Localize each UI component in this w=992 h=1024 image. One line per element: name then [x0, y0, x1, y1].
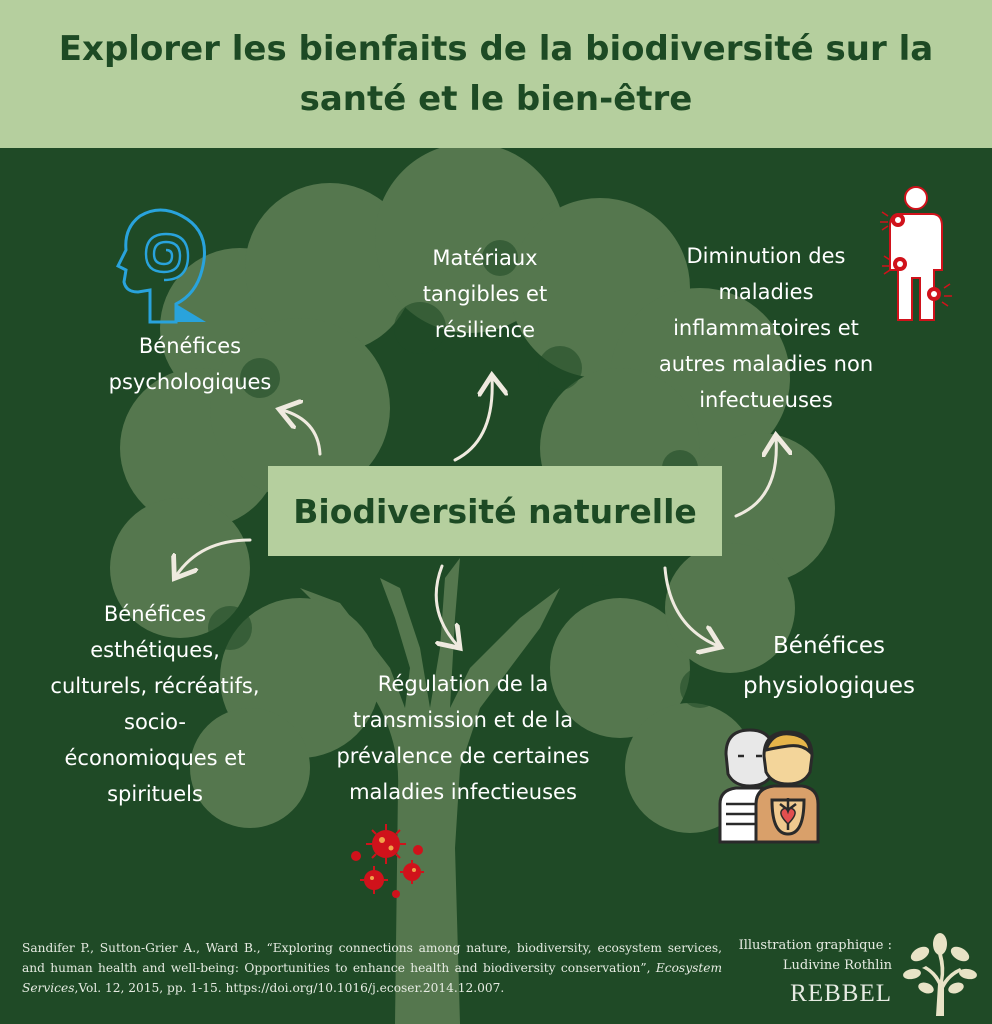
head-spiral-icon: [116, 206, 212, 324]
arrow-regulation: [436, 566, 458, 646]
illustration-credit: [672, 936, 892, 976]
virus-icon: [346, 818, 432, 902]
page-title: Explorer les bienfaits de la biodiversité sur la santé et le bien-être: [58, 29, 934, 119]
skeleton-body-icon: [716, 726, 822, 844]
inflammation-body-icon: [870, 184, 956, 324]
central-node-label: Biodiversité naturelle: [293, 491, 697, 531]
citation-journal: Ecosystem Services: [22, 961, 722, 995]
citation-text: [22, 938, 722, 998]
branch-regulation: Régulation de la transmission et de la prévalence de certaines maladies infectieuses: [336, 672, 590, 804]
arrow-aesthetic: [176, 540, 250, 576]
arrow-inflammatory: [736, 438, 776, 516]
branch-aesthetic: Bénéfices esthétiques, culturels, récréatifs, socio-économioques et spirituels: [50, 602, 260, 806]
branch-materials: Matériaux tangibles et résilience: [422, 246, 548, 342]
credit-line-2: Ludivine Rothlin: [782, 958, 892, 973]
branch-psychological: Bénéfices psychologiques: [108, 334, 272, 394]
diagram-area: [0, 148, 992, 1024]
arrow-physiological: [665, 568, 718, 646]
branch-physiological: Bénéfices physiologiques: [743, 633, 915, 699]
citation-authors: Sandifer P., Sutton-Grier A., Ward B., “Exploring connections among nature, biodiversity, ecosystem services, and human health and well-being: Opportunities to enhance health and biodiversity conservation”,: [22, 941, 722, 975]
credit-line-1: Illustration graphique :: [738, 938, 892, 953]
arrow-materials: [455, 378, 492, 460]
citation-details: ,Vol. 12, 2015, pp. 1-15. https://doi.org/10.1016/j.ecoser.2014.12.007.: [74, 981, 505, 995]
tree-logo-icon: [902, 932, 978, 1016]
branch-inflammatory: Diminution des maladies inflammatoires et autres maladies non infectueuses: [658, 244, 874, 412]
arrow-psychological: [282, 410, 320, 454]
brand-name: REBBEL: [790, 980, 892, 1007]
central-node: [268, 466, 722, 556]
header-banner: [0, 0, 992, 148]
